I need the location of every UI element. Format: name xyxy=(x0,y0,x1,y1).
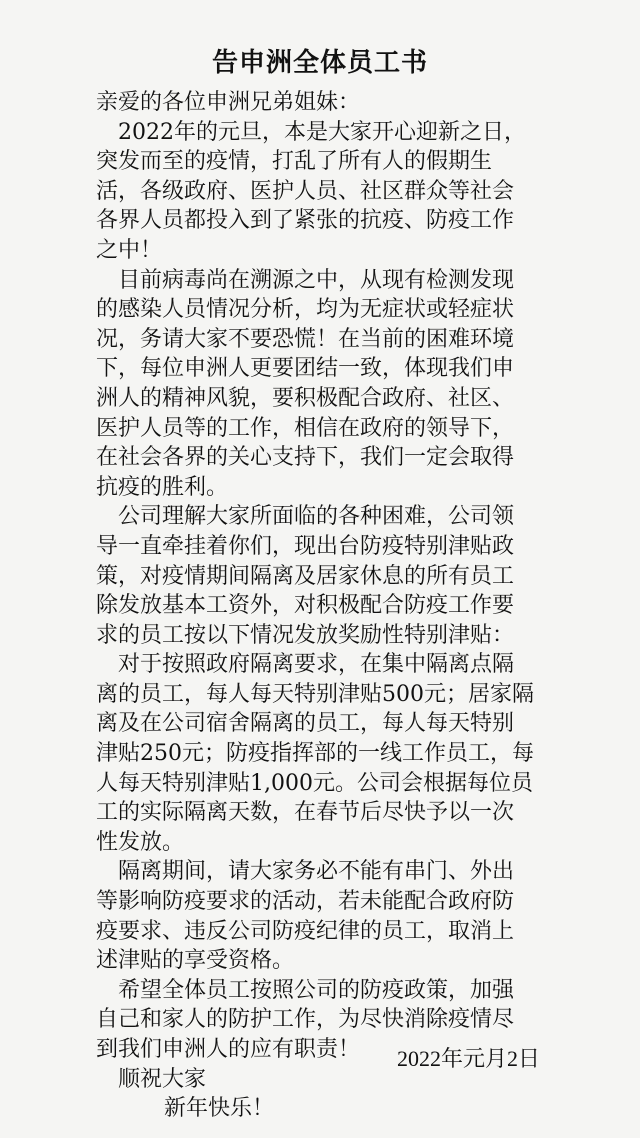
letter-date: 2022年元月2日 xyxy=(397,1046,541,1071)
letter-line: 性发放。 xyxy=(96,829,185,855)
letter-line: 津贴250元；防疫指挥部的一线工作员工，每 xyxy=(96,741,534,767)
letter-line: 除发放基本工资外，对积极配合防疫工作要 xyxy=(96,593,515,619)
letter-line: 隔离期间，请大家务必不能有串门、外出 xyxy=(118,859,515,885)
letter-line: 目前病毒尚在溯源之中，从现有检测发现 xyxy=(118,267,515,293)
letter-line: 自己和家人的防护工作，为尽快消除疫情尽 xyxy=(96,1007,515,1033)
letter-line: 到我们申洲人的应有职责！ xyxy=(96,1037,361,1062)
letter-line: 述津贴的享受资格。 xyxy=(96,948,295,974)
letter-line: 希望全体员工按照公司的防疫政策，加强 xyxy=(118,977,515,1003)
letter-line: 对于按照政府隔离要求，在集中隔离点隔 xyxy=(118,652,515,678)
letter-line: 突发而至的疫情，打乱了所有人的假期生 xyxy=(96,149,493,175)
letter-line: 活，各级政府、医护人员、社区群众等社会 xyxy=(96,178,515,204)
letter-line: 公司理解大家所面临的各种困难，公司领 xyxy=(118,504,515,530)
letter-line: 离及在公司宿舍隔离的员工，每人每天特别 xyxy=(96,711,515,737)
letter-line: 在社会各界的关心支持下，我们一定会取得 xyxy=(96,445,515,471)
letter-line: 疫要求、违反公司防疫纪律的员工，取消上 xyxy=(96,918,515,944)
letter-line: 求的员工按以下情况发放奖励性特别津贴： xyxy=(96,622,515,648)
letter-line: 各界人员都投入到了紧张的抗疫、防疫工作 xyxy=(96,208,515,234)
letter-body xyxy=(96,88,566,1124)
letter-line: 导一直牵挂着你们，现出台防疫特别津贴政 xyxy=(96,533,515,559)
letter-line: 的感染人员情况分析，均为无症状或轻症状 xyxy=(96,297,515,323)
letter-line: 工的实际隔离天数，在春节后尽快予以一次 xyxy=(96,800,515,826)
letter-line: 离的员工，每人每天特别津贴500元；居家隔 xyxy=(96,681,534,707)
letter-line: 况，务请大家不要恐慌！在当前的困难环境 xyxy=(96,326,515,352)
letter-line: 2022年的元旦，本是大家开心迎新之日， xyxy=(118,119,526,145)
letter-title: 告申洲全体员工书 xyxy=(211,48,428,78)
letter-line: 人每天特别津贴1,000元。公司会根据每位员 xyxy=(96,770,533,796)
letter-line: 顺祝大家 xyxy=(118,1066,207,1092)
letter-line: 之中！ xyxy=(96,237,163,263)
letter-line: 新年快乐！ xyxy=(164,1096,275,1122)
letter-line: 下，每位申洲人更要团结一致，体现我们申 xyxy=(96,356,515,382)
letter-line: 策，对疫情期间隔离及居家休息的所有员工 xyxy=(96,563,515,589)
letter-line: 医护人员等的工作，相信在政府的领导下， xyxy=(96,415,515,441)
letter-line: 亲爱的各位申洲兄弟姐妹： xyxy=(96,90,361,115)
letter-line: 等影响防疫要求的活动，若未能配合政府防 xyxy=(96,889,515,915)
letter-line: 抗疫的胜利。 xyxy=(96,474,229,500)
letter-line: 洲人的精神风貌，要积极配合政府、社区、 xyxy=(96,385,515,411)
